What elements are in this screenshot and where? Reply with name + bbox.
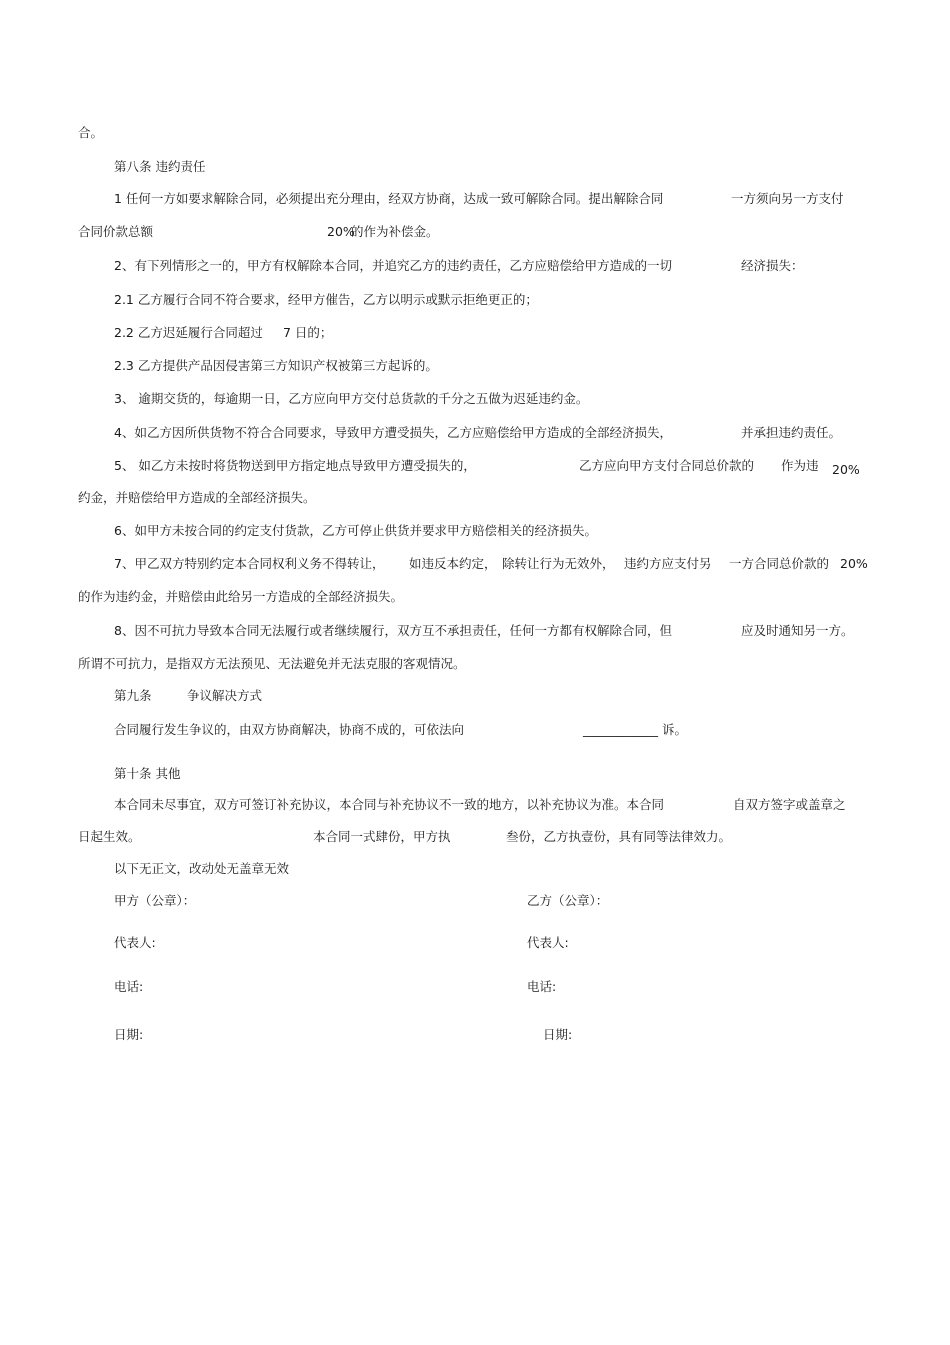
text-line: 5、 如乙方未按时将货物送到甲方指定地点导致甲方遭受损失的， [114, 458, 476, 473]
text-line: 合。 [78, 125, 104, 140]
percentage-value: 20% [327, 224, 355, 239]
text-line: 一方须向另一方支付 [731, 191, 844, 206]
text-line: 2.2 乙方迟延履行合同超过 [114, 325, 263, 340]
text-line: 的作为补偿金。 [351, 224, 439, 239]
text-line: 违约方应支付另 [624, 556, 712, 571]
text-line: 并承担违约责任。 [741, 425, 842, 440]
party-b-phone-label: 电话: [527, 979, 557, 994]
text-line: 2.3 乙方提供产品因侵害第三方知识产权被第三方起诉的。 [114, 358, 438, 373]
party-b-seal-label: 乙方（公章）： [527, 893, 609, 908]
text-line: 3、 逾期交货的，每逾期一日，乙方应向甲方交付总货款的千分之五做为迟延违约金。 [114, 391, 589, 406]
text-line: 的作为违约金，并赔偿由此给另一方造成的全部经济损失。 [78, 589, 404, 604]
text-line: 除转让行为无效外， [502, 556, 615, 571]
party-a-phone-label: 电话: [114, 979, 144, 994]
text-line: 以下无正文，改动处无盖章无效 [114, 861, 290, 876]
party-b-date-label: 日期: [543, 1027, 573, 1042]
court-blank-field: ____________ 诉。 [583, 722, 687, 737]
text-line: 合同价款总额 [78, 224, 154, 239]
text-line: 8、因不可抗力导致本合同无法履行或者继续履行，双方互不承担责任，任何一方都有权解除合同，但 [114, 623, 672, 638]
text-line: 一方合同总价款的 [729, 556, 830, 571]
section-heading-9: 第九条 [114, 688, 152, 703]
text-line: 合同履行发生争议的，由双方协商解决，协商不成的，可依法向 [114, 722, 465, 737]
text-line: 自双方签字或盖章之 [733, 797, 846, 812]
text-line: 2.1 乙方履行合同不符合要求，经甲方催告，乙方以明示或默示拒绝更正的； [114, 292, 538, 307]
section-heading-8: 第八条 违约责任 [114, 159, 206, 174]
party-a-date-label: 日期: [114, 1027, 144, 1042]
text-line: 7、甲乙双方特别约定本合同权利义务不得转让， [114, 556, 385, 571]
text-line: 日起生效。 [78, 829, 141, 844]
party-b-rep-label: 代表人: [527, 935, 569, 950]
section-heading-9-title: 争议解决方式 [187, 688, 263, 703]
text-line: 本合同一式肆份，甲方执 [313, 829, 451, 844]
text-line: 约金，并赔偿给甲方造成的全部经济损失。 [78, 490, 316, 505]
text-line: 1 任何一方如要求解除合同，必须提出充分理由，经双方协商，达成一致可解除合同。提出解除合同 [114, 191, 664, 206]
text-line: 6、如甲方未按合同的约定支付货款，乙方可停止供货并要求甲方赔偿相关的经济损失。 [114, 523, 597, 538]
percentage-value: 20% [832, 462, 860, 477]
percentage-value: 20% [840, 556, 868, 571]
text-line: 4、如乙方因所供货物不符合合同要求，导致甲方遭受损失，乙方应赔偿给甲方造成的全部经济损失， [114, 425, 672, 440]
party-a-rep-label: 代表人: [114, 935, 156, 950]
text-line: 7 日的； [283, 325, 333, 340]
section-heading-10: 第十条 其他 [114, 766, 181, 781]
text-line: 经济损失： [741, 258, 804, 273]
party-a-seal-label: 甲方（公章）： [114, 893, 196, 908]
text-line: 作为违 [781, 458, 819, 473]
text-line: 乙方应向甲方支付合同总价款的 [579, 458, 755, 473]
text-line: 2、有下列情形之一的，甲方有权解除本合同，并追究乙方的违约责任，乙方应赔偿给甲方造成的一切 [114, 258, 672, 273]
text-line: 应及时通知另一方。 [741, 623, 854, 638]
text-line: 如违反本约定， [409, 556, 497, 571]
text-line: 所谓不可抗力，是指双方无法预见、无法避免并无法克服的客观情况。 [78, 656, 466, 671]
text-line: 本合同未尽事宜，双方可签订补充协议，本合同与补充协议不一致的地方，以补充协议为准。本合同 [114, 797, 665, 812]
text-line: 叁份，乙方执壹份，具有同等法律效力。 [506, 829, 732, 844]
